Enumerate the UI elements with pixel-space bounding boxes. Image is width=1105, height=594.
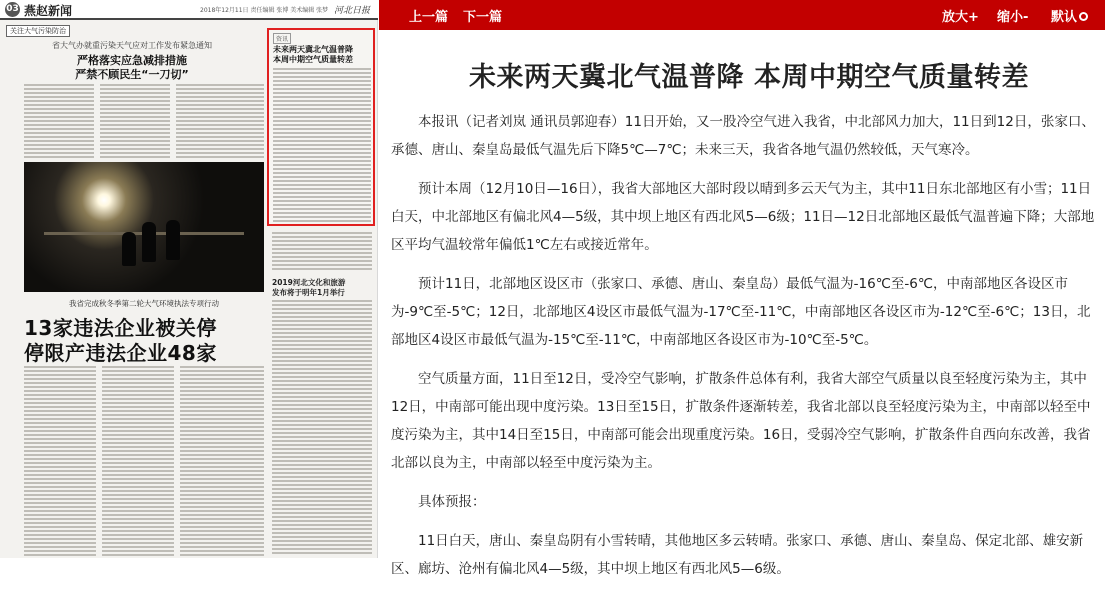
highlighted-article-text (273, 68, 371, 222)
default-size-button[interactable] (1051, 6, 1088, 25)
article-paragraph: 11日白天，唐山、秦皇岛阴有小雪转晴，其他地区多云转晴。张家口、承德、唐山、秦皇岛、保定北部、雄安新区、廊坊、沧州有偏北风4—5级，其中坝上地区有西北风5—6级。 (391, 533, 1084, 577)
newspaper-brand: 河北日报 (334, 6, 371, 16)
top-story-headline-1[interactable]: 严格落实应急减排措施 (77, 54, 187, 67)
newspaper-header (0, 0, 378, 20)
side-text-block (272, 232, 372, 272)
side-story-text (272, 300, 372, 556)
side-story-headline-2[interactable]: 发布将于明年1月举行 (272, 288, 345, 297)
photo-figure (166, 220, 180, 260)
top-story-kicker[interactable]: 省大气办就重污染天气应对工作发布紧急通知 (52, 41, 212, 50)
highlighted-article-tag: 资讯 (273, 33, 291, 44)
second-story-kicker[interactable]: 我省完成秋冬季第二轮大气环境执法专项行动 (69, 299, 219, 308)
article-title: 未来两天冀北气温普降 本周中期空气质量转差 (469, 62, 1029, 93)
article-paragraph: 预计11日，北部地区设区市（张家口、承德、唐山、秦皇岛）最低气温为-16℃至-6℃，中南部地区各设区市为-9℃至-5℃；12日，北部地区4设区市最低气温为-17℃至-11℃，中南部地区各设区市为-12℃至-6℃；13日，北部地区4设区市最低气温为-15℃至-11℃，中南部地区各设区市为-10℃至-5℃。 (391, 276, 1091, 348)
article-paragraph: 空气质量方面，11日至12日，受冷空气影响，扩散条件总体有利，我省大部空气质量以良至轻度污染为主，其中12日，中南部可能出现中度污染。13日至15日，扩散条件逐渐转差，我省北部以良至轻度污染为主，中南部以轻至中度污染为主，其中14日至15日，中南部可能会出现重度污染。16日，受弱冷空气影响，扩散条件自西向东改善，我省北部以良为主，中南部以轻至中度污染为主。 (391, 371, 1091, 471)
second-story-text-col-2 (102, 366, 174, 556)
newspaper-page-image[interactable] (0, 0, 378, 558)
next-article-link[interactable]: 下一篇 (463, 10, 503, 25)
news-photo[interactable] (24, 162, 264, 292)
highlighted-article-headline-2: 本周中期空气质量转差 (273, 55, 353, 64)
second-story-headline-2[interactable]: 停限产违法企业48家 (24, 341, 217, 365)
reset-icon (1079, 12, 1088, 21)
second-story-text-col-3 (180, 366, 264, 556)
date-line: 2018年12月11日 责任编辑 张博 美术编辑 张梦 (200, 7, 329, 14)
side-story-headline-1[interactable]: 2019河北文化和旅游 (272, 278, 346, 287)
reader-toolbar (379, 0, 1105, 30)
article-paragraph: 本报讯（记者刘岚 通讯员郭迎春）11日开始，又一股冷空气进入我省，中北部风力加大，11日到12日，张家口、承德、唐山、秦皇岛最低气温先后下降5℃—7℃；未来三天，我省各地气温仍然较低，天气寒冷。 (391, 114, 1095, 158)
top-story-text-col-1 (24, 84, 94, 158)
second-story-text-col-1 (24, 366, 96, 556)
second-story-headline-1[interactable]: 13家违法企业被关停 (24, 316, 217, 340)
prev-article-link[interactable]: 上一篇 (409, 10, 449, 25)
top-story-text-col-2 (100, 84, 170, 158)
page-number-badge: 03 (5, 2, 20, 17)
zoom-in-button[interactable]: 放大+ (942, 10, 979, 25)
article-reader (379, 0, 1105, 577)
section-name: 燕赵新闻 (24, 4, 73, 18)
highlighted-article-box[interactable] (267, 28, 375, 226)
article-subheading: 具体预报： (418, 494, 486, 510)
top-story-text-col-3 (176, 84, 264, 158)
zoom-out-button[interactable]: 缩小- (997, 10, 1029, 25)
photo-figure (142, 222, 156, 262)
top-story-headline-2[interactable]: 严禁不顾民生“一刀切” (75, 68, 189, 81)
highlighted-article-headline-1: 未来两天冀北气温普降 (273, 45, 353, 54)
article-body (391, 108, 1098, 594)
default-size-label: 默认 (1051, 10, 1078, 25)
photo-figure (122, 232, 136, 266)
article-paragraph: 预计本周（12月10日—16日），我省大部地区大部时段以晴到多云天气为主，其中11日东北部地区有小雪；11日白天，中北部地区有偏北风4—5级，其中坝上地区有西北风5—6级；11日—12日北部地区最低气温普遍下降；大部地区平均气温较常年偏低1℃左右或接近常年。 (391, 181, 1095, 253)
column-tag: 关注大气污染防治 (6, 25, 70, 37)
